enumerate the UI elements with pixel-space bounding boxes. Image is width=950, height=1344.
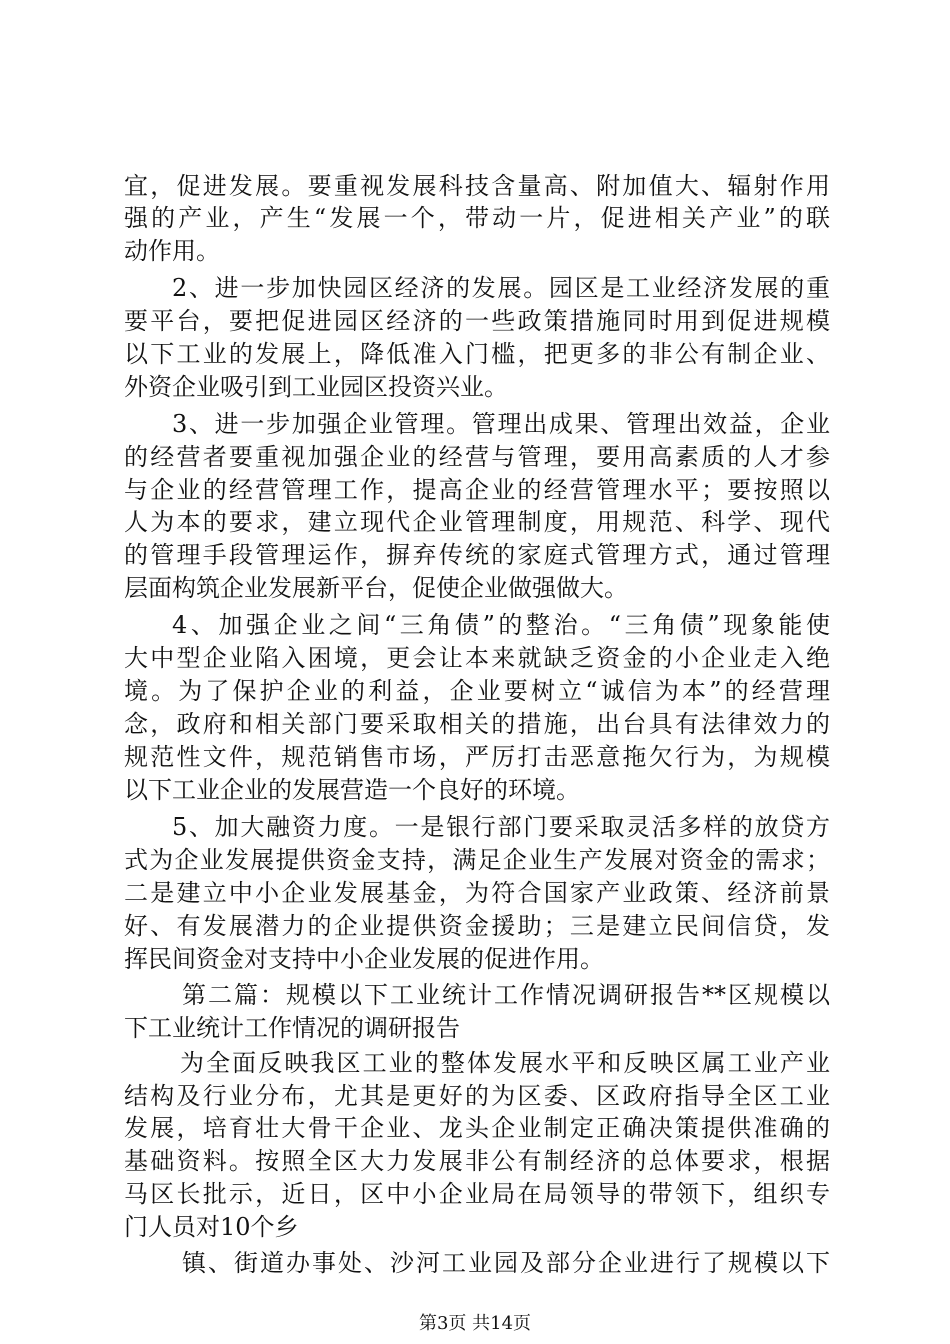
text-line: 与企业的经营管理工作，提高企业的经营管理水平；要按照以	[124, 476, 830, 504]
text-line: 宜，促进发展。要重视发展科技含量高、附加值大、辐射作用	[124, 172, 830, 200]
text-line: 的经营者要重视加强企业的经营与管理，要用高素质的人才参	[124, 443, 830, 471]
text-line: 以下工业的发展上，降低准入门槛，把更多的非公有制企业、	[124, 340, 830, 368]
text-line: 3、进一步加强企业管理。管理出成果、管理出效益，企业	[172, 410, 830, 438]
text-line: 基础资料。按照全区大力发展非公有制经济的总体要求，根据	[124, 1147, 830, 1175]
text-line: 门人员对10个乡	[124, 1213, 299, 1241]
text-line: 式为企业发展提供资金支持，满足企业生产发展对资金的需求；	[124, 846, 830, 874]
text-line: 2、进一步加快园区经济的发展。园区是工业经济发展的重	[172, 274, 830, 302]
text-line: 人为本的要求，建立现代企业管理制度，用规范、科学、现代	[124, 508, 830, 536]
text-line: 层面构筑企业发展新平台，促使企业做强做大。	[124, 574, 628, 602]
text-line: 发展，培育壮大骨干企业、龙头企业制定正确决策提供准确的	[124, 1114, 830, 1142]
text-line: 强的产业，产生“发展一个，带动一片，促进相关产业”的联	[124, 204, 830, 232]
text-line: 二是建立中小企业发展基金，为符合国家产业政策、经济前景	[124, 879, 830, 907]
page-number: 第3页 共14页	[418, 1313, 532, 1334]
text-line: 动作用。	[124, 237, 220, 265]
text-line: 要平台，要把促进园区经济的一些政策措施同时用到促进规模	[124, 307, 830, 335]
text-line: 马区长批示，近日，区中小企业局在局领导的带领下，组织专	[124, 1180, 830, 1208]
text-line: 大中型企业陷入困境，更会让本来就缺乏资金的小企业走入绝	[124, 644, 830, 672]
text-line: 外资企业吸引到工业园区投资兴业。	[124, 373, 508, 401]
text-line: 5、加大融资力度。一是银行部门要采取灵活多样的放贷方	[172, 813, 830, 841]
text-line: 以下工业企业的发展营造一个良好的环境。	[124, 776, 580, 804]
section-heading: 下工业统计工作情况的调研报告	[124, 1014, 460, 1042]
text-line: 念，政府和相关部门要采取相关的措施，出台具有法律效力的	[124, 710, 830, 738]
text-line: 镇、街道办事处、沙河工业园及部分企业进行了规模以下	[182, 1249, 830, 1277]
text-line: 境。为了保护企业的利益，企业要树立“诚信为本”的经营理	[124, 677, 830, 705]
text-line: 挥民间资金对支持中小企业发展的促进作用。	[124, 945, 604, 973]
section-heading: 第二篇：规模以下工业统计工作情况调研报告**区规模以	[182, 981, 830, 1009]
page-footer	[0, 1312, 950, 1336]
text-line: 结构及行业分布，尤其是更好的为区委、区政府指导全区工业	[124, 1082, 830, 1110]
text-line: 规范性文件，规范销售市场，严厉打击恶意拖欠行为，为规模	[124, 743, 830, 771]
text-line: 好、有发展潜力的企业提供资金援助；三是建立民间信贷，发	[124, 912, 830, 940]
text-line: 为全面反映我区工业的整体发展水平和反映区属工业产业	[180, 1049, 830, 1077]
text-line: 的管理手段管理运作，摒弃传统的家庭式管理方式，通过管理	[124, 541, 830, 569]
text-line: 4、加强企业之间“三角债”的整治。“三角债”现象能使	[172, 611, 830, 639]
